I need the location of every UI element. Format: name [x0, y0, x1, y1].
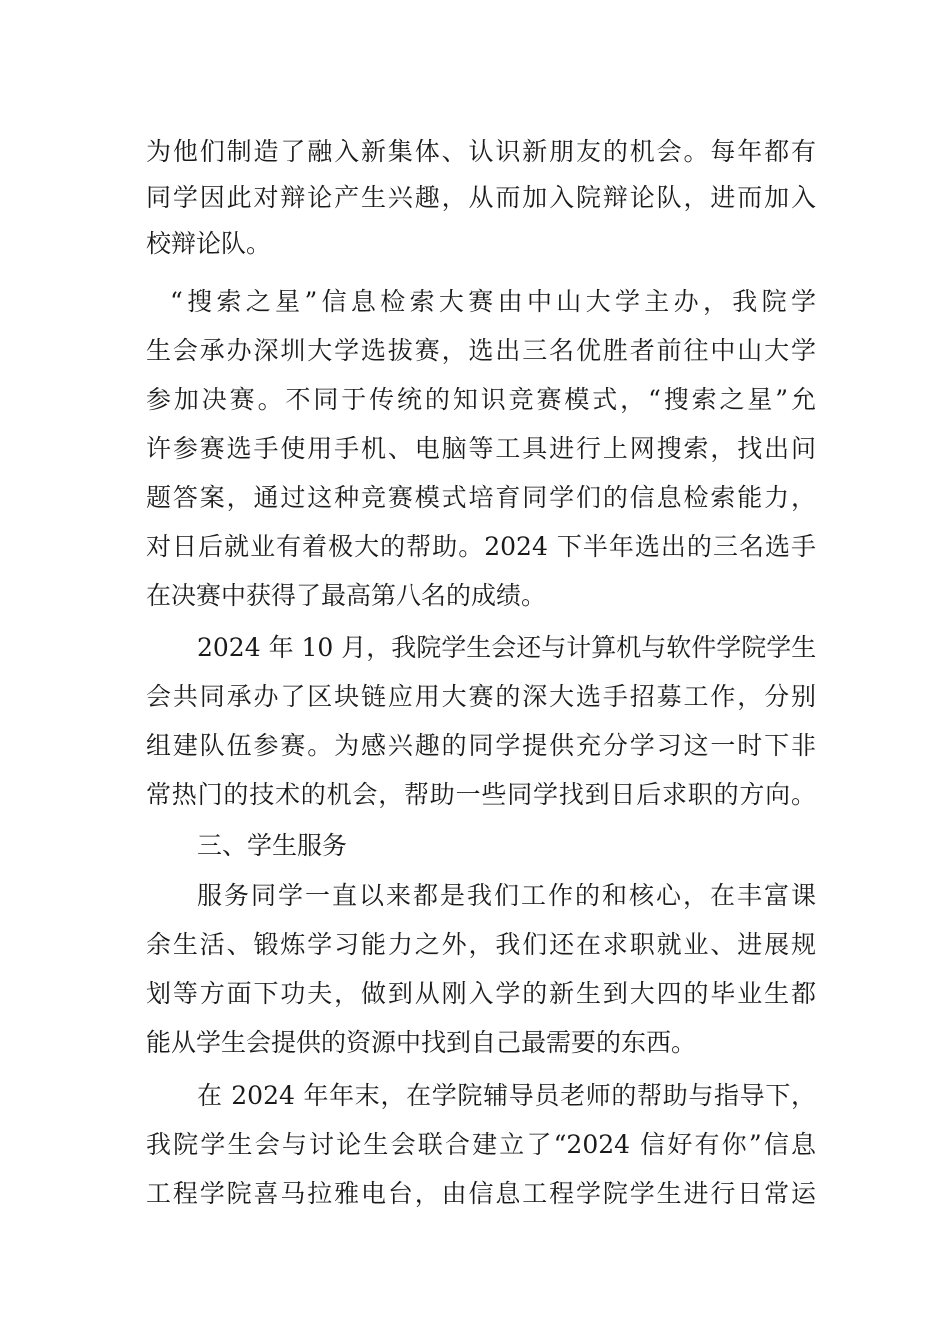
paragraph-line: 校辩论队。 [146, 229, 272, 258]
paragraph-line: “搜索之星”信息检索大赛由中山大学主办，我院学 [170, 287, 816, 316]
paragraph-line: 能从学生会提供的资源中找到自己最需要的东西。 [146, 1028, 697, 1057]
paragraph-line: 对日后就业有着极大的帮助。2024 下半年选出的三名选手 [146, 532, 816, 561]
paragraph-line: 在决赛中获得了最高第八名的成绩。 [146, 581, 547, 610]
paragraph-line: 许参赛选手使用手机、电脑等工具进行上网搜索，找出问 [146, 434, 816, 463]
paragraph-line: 题答案，通过这种竞赛模式培育同学们的信息检索能力， [146, 483, 816, 512]
paragraph-line: 生会承办深圳大学选拔赛，选出三名优胜者前往中山大学 [146, 336, 816, 365]
paragraph-line: 在 2024 年年末，在学院辅导员老师的帮助与指导下， [197, 1081, 816, 1110]
paragraph-line: 组建队伍参赛。为感兴趣的同学提供充分学习这一时下非 [146, 731, 816, 760]
paragraph-line: 服务同学一直以来都是我们工作的和核心，在丰富课 [197, 881, 816, 910]
paragraph-line: 工程学院喜马拉雅电台，由信息工程学院学生进行日常运 [146, 1179, 816, 1208]
paragraph-line: 余生活、锻炼学习能力之外，我们还在求职就业、进展规 [146, 930, 816, 959]
paragraph-line: 划等方面下功夫，做到从刚入学的新生到大四的毕业生都 [146, 979, 816, 1008]
paragraph-line: 会共同承办了区块链应用大赛的深大选手招募工作，分别 [146, 682, 816, 711]
paragraph-line: 常热门的技术的机会，帮助一些同学找到日后求职的方向。 [146, 780, 816, 809]
section-heading: 三、学生服务 [197, 831, 348, 860]
paragraph-line: 我院学生会与讨论生会联合建立了“2024 信好有你”信息 [146, 1130, 816, 1159]
paragraph-line: 2024 年 10 月，我院学生会还与计算机与软件学院学生 [197, 633, 817, 662]
paragraph-line: 参加决赛。不同于传统的知识竞赛模式，“搜索之星”允 [146, 385, 816, 414]
paragraph-line: 同学因此对辩论产生兴趣，从而加入院辩论队，进而加入 [146, 183, 816, 212]
paragraph-line: 为他们制造了融入新集体、认识新朋友的机会。每年都有 [146, 137, 816, 166]
